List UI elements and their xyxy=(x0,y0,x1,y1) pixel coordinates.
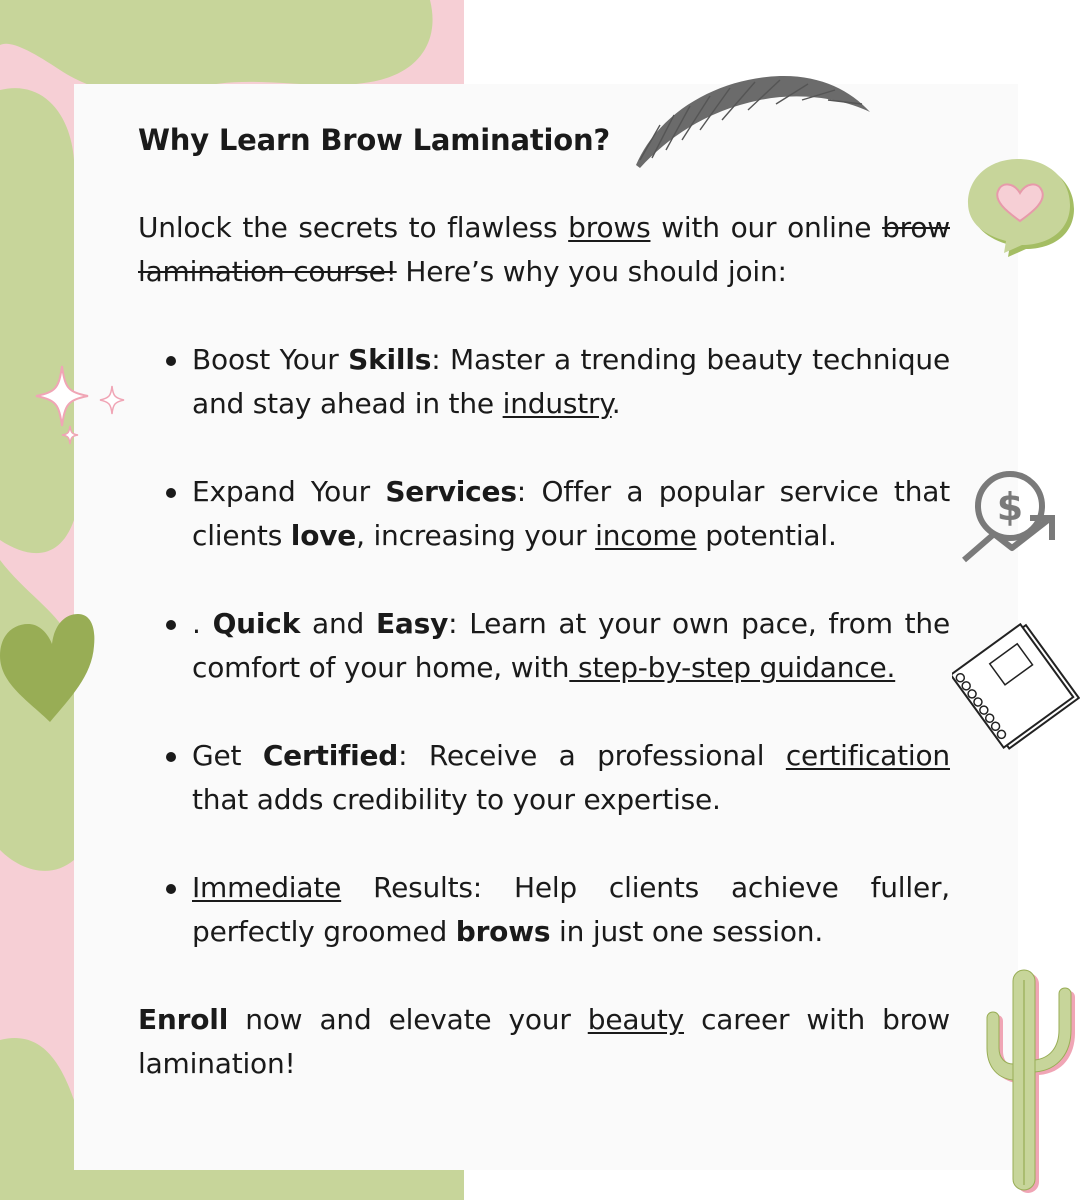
enroll-text: Enroll xyxy=(138,1003,229,1036)
notebook-icon xyxy=(952,622,1080,750)
certification-link[interactable]: certification xyxy=(785,739,950,772)
item-text: that adds credibility to your expertise. xyxy=(192,783,721,816)
closing-text: now and elevate your xyxy=(228,1003,588,1036)
course-strikethrough: brow lamination course! xyxy=(138,211,950,288)
item-text: : Receive a professional xyxy=(398,739,786,772)
intro-text: Unlock the secrets to flawless xyxy=(138,211,569,244)
brows-link[interactable]: brows xyxy=(568,211,651,244)
closing-paragraph xyxy=(138,998,950,1086)
item-text: in just one session. xyxy=(550,915,824,948)
dollar-growth-icon xyxy=(960,468,1060,568)
item-text: , increasing your xyxy=(356,519,596,552)
page-title: Why Learn Brow Lamination? xyxy=(138,123,611,157)
list-item-results xyxy=(138,866,950,954)
item-text: and xyxy=(300,607,376,640)
green-heart-icon xyxy=(0,612,96,726)
item-text: . xyxy=(611,387,621,420)
intro-text: Here’s why you should join: xyxy=(396,255,787,288)
item-text: Expand Your xyxy=(192,475,386,508)
immediate-link[interactable]: Immediate xyxy=(192,871,342,904)
item-text: Boost Your xyxy=(192,343,349,376)
list-item-certified xyxy=(138,734,950,822)
item-text: Get xyxy=(192,739,263,772)
industry-link[interactable]: industry xyxy=(502,387,612,420)
item-text: potential. xyxy=(696,519,837,552)
item-bold: brows xyxy=(455,915,551,948)
sparkles-icon xyxy=(30,360,130,450)
item-bold: love xyxy=(290,519,357,552)
guidance-link[interactable]: step-by-step guidance. xyxy=(569,651,896,684)
item-bold: Quick xyxy=(212,607,301,640)
item-text: Results: Help clients achieve fuller, perfectly groomed xyxy=(192,871,950,948)
item-bold: Certified xyxy=(262,739,399,772)
article xyxy=(138,118,950,1086)
item-text: : Learn at your own pace, from the comfort of your home, with xyxy=(192,607,950,684)
intro-text: with our online xyxy=(650,211,883,244)
benefits-list xyxy=(138,338,950,954)
closing-text: career with brow lamination! xyxy=(138,1003,951,1080)
item-text: : Offer a popular service that clients xyxy=(192,475,950,552)
intro-paragraph xyxy=(138,206,950,294)
list-item-quick-easy xyxy=(138,602,950,690)
cactus-icon xyxy=(975,960,1080,1195)
heart-speech-bubble-icon xyxy=(966,155,1078,259)
svg-text:$: $ xyxy=(996,485,1024,529)
item-text: : Master a trending beauty technique and stay ahead in the xyxy=(192,343,950,420)
item-text: . xyxy=(192,607,213,640)
list-item-skills xyxy=(138,338,950,426)
item-bold: Skills xyxy=(348,343,432,376)
green-blob-left xyxy=(0,88,74,553)
item-bold: Services xyxy=(385,475,517,508)
beauty-link[interactable]: beauty xyxy=(587,1003,685,1036)
income-link[interactable]: income xyxy=(595,519,697,552)
list-item-services xyxy=(138,470,950,558)
item-bold: Easy xyxy=(375,607,449,640)
